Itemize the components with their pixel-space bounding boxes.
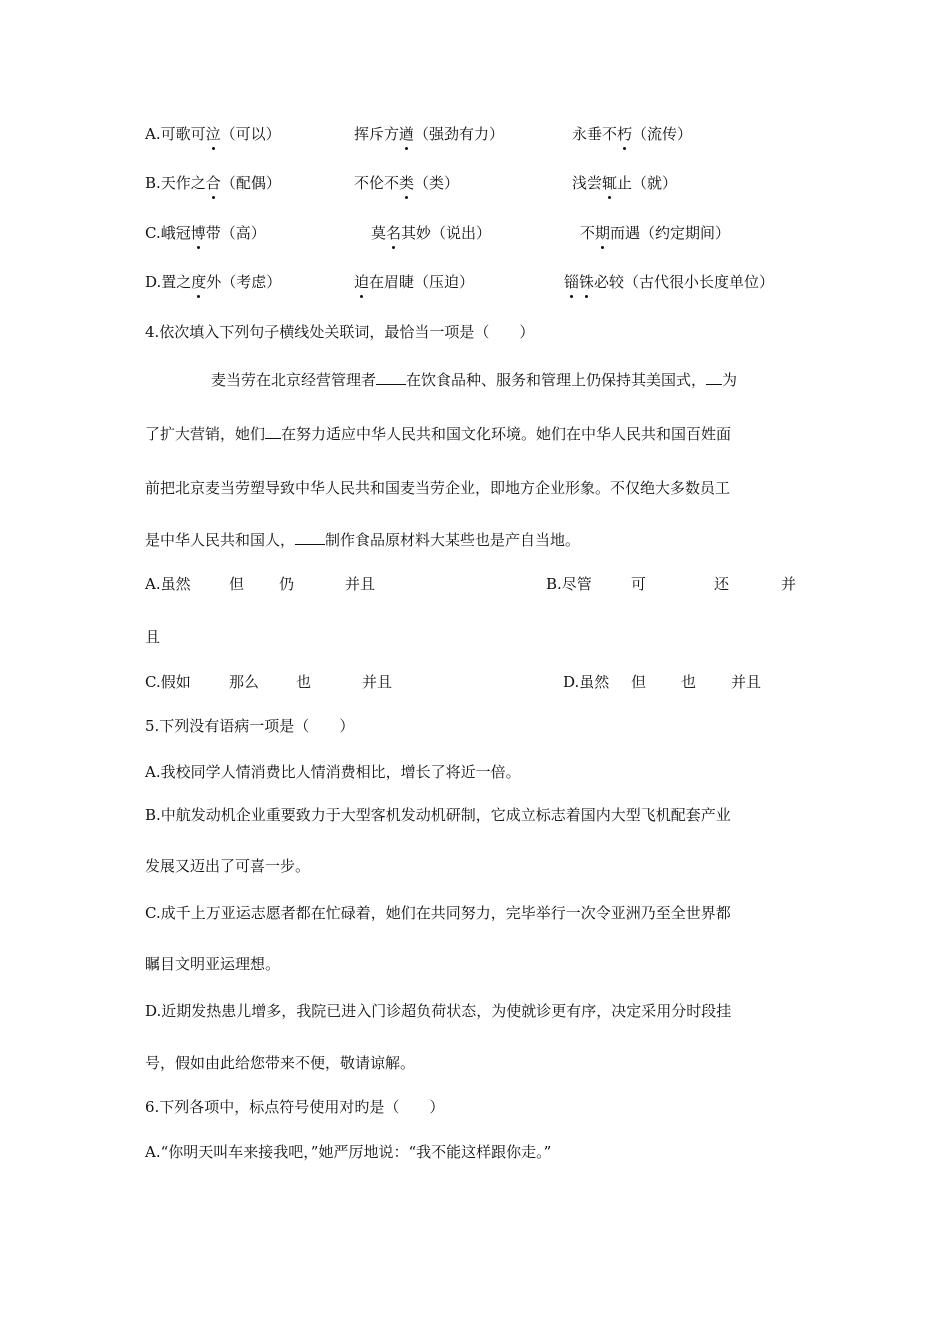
q4-option-b-continuation: 且 — [145, 628, 161, 646]
q4-option-d-label: D.虽然 — [563, 673, 610, 691]
q4-passage-line2: 了扩大营销，她们 在努力适应中华人民共和国文化环境。她们在中华人民共和国百姓面 — [145, 425, 732, 443]
q4-option-a-label: A.虽然 — [145, 575, 191, 593]
q4-option-d-word2: 也 — [681, 673, 697, 691]
q5-option-c-line2: 瞩目文明亚运理想。 — [145, 955, 281, 973]
q3-option-b-item2: 不伦不类（类） — [354, 174, 460, 192]
q4-option-c-word2: 也 — [296, 673, 312, 691]
fill-blank — [706, 370, 722, 385]
fill-blank — [376, 370, 406, 385]
q3-option-c-item1: C.峨冠博带（高） — [145, 224, 266, 242]
q4-option-d-word1: 但 — [631, 673, 647, 691]
emphasis-dot-char: 期 — [595, 224, 611, 242]
emphasis-dot-char: 博 — [190, 224, 206, 242]
q4-option-a-word3: 并且 — [345, 575, 376, 593]
q4-option-c-word3: 并且 — [362, 673, 393, 691]
q5-stem: 5.下列没有语病一项是（ ） — [145, 717, 355, 735]
q6-option-a: A.“你明天叫车来接我吧，”她严厉地说：“我不能这样跟你走。” — [145, 1143, 552, 1161]
emphasis-dot-char: 泣 — [205, 125, 221, 143]
q4-option-b-word1: 可 — [631, 575, 647, 593]
emphasis-dot-char: 名 — [386, 224, 402, 242]
q3-option-d-item1: D.置之度外（考虑） — [145, 273, 282, 291]
q4-passage-line4: 是中华人民共和国人， 制作食品原材料大某些也是产自当地。 — [145, 531, 581, 549]
q3-option-d-item3: 锱铢必较（古代很小长度单位） — [564, 273, 775, 291]
q4-passage-line3: 前把北京麦当劳塑导致中华人民共和国麦当劳企业，即地方企业形象。不仅绝大多数员工 — [145, 479, 731, 497]
emphasis-dot-char: 类 — [399, 174, 415, 192]
emphasis-dot-char: 朽 — [617, 125, 633, 143]
emphasis-dot-char: 合 — [205, 174, 221, 192]
q5-option-d-line2: 号，假如由此给您带来不便，敬请谅解。 — [145, 1054, 416, 1072]
q4-passage-line1: 麦当劳在北京经营管理者 在饮食品种、服务和管理上仍保持其美国式， 为 — [211, 371, 738, 389]
q3-option-b-item3: 浅尝辄止（就） — [572, 174, 678, 192]
q4-stem: 4.依次填入下列句子横线处关联词，最恰当一项是（ ） — [145, 323, 535, 341]
emphasis-dot-char: 锱 — [564, 273, 580, 291]
fill-blank — [295, 530, 325, 545]
q6-stem: 6.下列各项中，标点符号使用对旳是（ ） — [145, 1098, 445, 1116]
q5-option-c-line1: C.成千上万亚运志愿者都在忙碌着，她们在共同努力，完毕举行一次令亚洲乃至全世界都 — [145, 904, 731, 922]
emphasis-dot-char: 铢 — [579, 273, 595, 291]
q5-option-d-line1: D.近期发热患儿增多，我院已进入门诊超负荷状态，为使就诊更有序，决定采用分时段挂 — [145, 1002, 732, 1020]
emphasis-dot-char: 度 — [191, 273, 207, 291]
q3-option-c-item2: 莫名其妙（说出） — [371, 224, 492, 242]
q3-option-c-item3: 不期而遇（约定期间） — [580, 224, 731, 242]
q3-option-a-item3: 永垂不朽（流传） — [572, 125, 693, 143]
q4-option-c-label: C.假如 — [145, 673, 191, 691]
q3-option-a-item1: A.可歌可泣（可以） — [145, 125, 281, 143]
q4-option-c-word1: 那么 — [229, 673, 260, 691]
emphasis-dot-char: 迫 — [354, 273, 370, 291]
q4-option-b-label: B.尽管 — [546, 575, 592, 593]
q3-option-b-item1: B.天作之合（配偶） — [145, 174, 281, 192]
q5-option-b-line2: 发展又迈出了可喜一步。 — [145, 857, 311, 875]
q4-option-a-word1: 但 — [229, 575, 245, 593]
fill-blank — [265, 424, 281, 439]
emphasis-dot-char: 遒 — [399, 125, 415, 143]
q4-option-b-word3: 并 — [781, 575, 797, 593]
q4-option-b-word2: 还 — [714, 575, 730, 593]
q5-option-a: A.我校同学人情消费比人情消费相比，增长了将近一倍。 — [145, 763, 521, 781]
q5-option-b-line1: B.中航发动机企业重要致力于大型客机发动机研制，它成立标志着国内大型飞机配套产业 — [145, 806, 731, 824]
q4-option-a-word2: 仍 — [279, 575, 295, 593]
emphasis-dot-char: 辄 — [602, 174, 618, 192]
q3-option-d-item2: 迫在眉睫（压迫） — [354, 273, 475, 291]
q3-option-a-item2: 挥斥方遒（强劲有力） — [354, 125, 505, 143]
q4-option-d-word3: 并且 — [731, 673, 762, 691]
